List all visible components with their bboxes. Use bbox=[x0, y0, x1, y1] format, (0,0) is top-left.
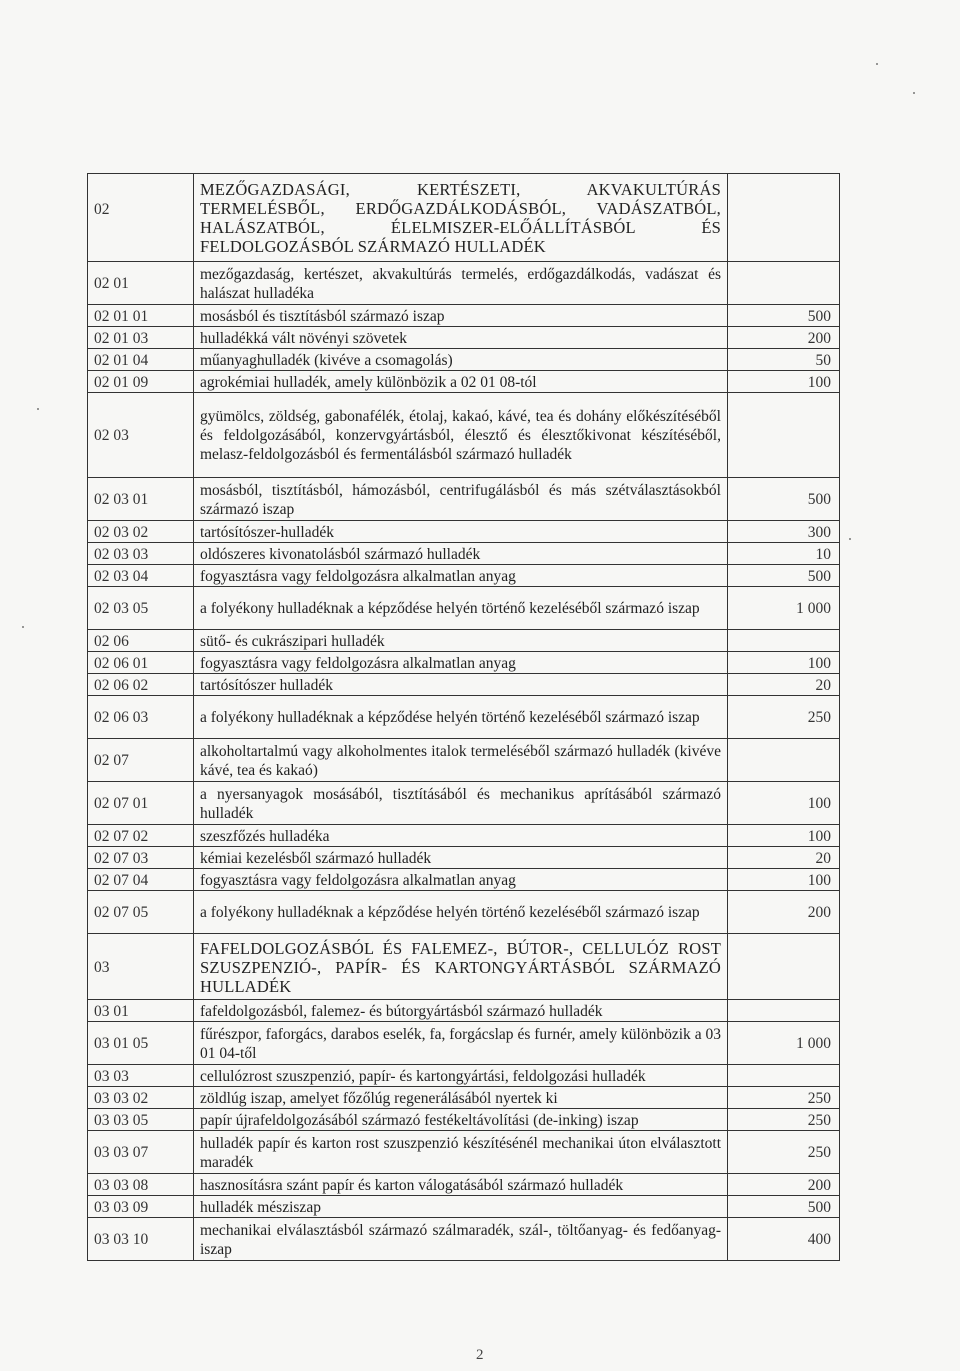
table-row bbox=[88, 1000, 840, 1022]
quantity-cell: 200 bbox=[728, 327, 840, 349]
waste-description-cell: a nyersanyagok mosásából, tisztításából és mechanikus aprításából származó hulladék bbox=[194, 782, 728, 825]
scan-speck bbox=[876, 63, 878, 65]
waste-code-cell: 02 07 04 bbox=[88, 869, 194, 891]
table-row bbox=[88, 305, 840, 327]
table-row bbox=[88, 1087, 840, 1109]
quantity-cell: 1 000 bbox=[728, 1022, 840, 1065]
table-row bbox=[88, 1218, 840, 1261]
quantity-cell: 100 bbox=[728, 652, 840, 674]
waste-code-cell: 02 03 01 bbox=[88, 478, 194, 521]
waste-description-cell: hulladék papír és karton rost szuszpenzió készítésénél mechanikai úton elválasztott maradék bbox=[194, 1131, 728, 1174]
waste-code-cell: 02 07 03 bbox=[88, 847, 194, 869]
waste-description-cell: FAFELDOLGOZÁSBÓL ÉS FALEMEZ-, BÚTOR-, CELLULÓZ ROST SZUSZPENZIÓ-, PAPÍR- ÉS KARTONGYÁRTÁSBÓL SZÁRMAZÓ HULLADÉK bbox=[194, 934, 728, 1000]
quantity-cell: 1 000 bbox=[728, 587, 840, 630]
table-row bbox=[88, 1022, 840, 1065]
scan-speck bbox=[849, 538, 851, 540]
waste-code-cell: 02 01 01 bbox=[88, 305, 194, 327]
quantity-cell: 250 bbox=[728, 1131, 840, 1174]
quantity-cell: 500 bbox=[728, 305, 840, 327]
table-row bbox=[88, 825, 840, 847]
table-row bbox=[88, 891, 840, 934]
waste-code-cell: 02 bbox=[88, 174, 194, 262]
quantity-cell: 400 bbox=[728, 1218, 840, 1261]
waste-description-cell: fogyasztásra vagy feldolgozásra alkalmatlan anyag bbox=[194, 869, 728, 891]
quantity-cell: 10 bbox=[728, 543, 840, 565]
table-row bbox=[88, 543, 840, 565]
waste-code-cell: 02 07 02 bbox=[88, 825, 194, 847]
quantity-cell: 250 bbox=[728, 1109, 840, 1131]
table-row bbox=[88, 262, 840, 305]
quantity-cell: 50 bbox=[728, 349, 840, 371]
table-row bbox=[88, 349, 840, 371]
waste-code-cell: 02 03 bbox=[88, 393, 194, 478]
quantity-cell bbox=[728, 739, 840, 782]
waste-code-cell: 03 01 05 bbox=[88, 1022, 194, 1065]
table-row bbox=[88, 934, 840, 1000]
table-row bbox=[88, 869, 840, 891]
waste-code-cell: 02 03 04 bbox=[88, 565, 194, 587]
waste-description-cell: fűrészpor, faforgács, darabos eselék, fa, forgácslap és furnér, amely különbözik a 03 01 04-től bbox=[194, 1022, 728, 1065]
waste-code-cell: 02 06 03 bbox=[88, 696, 194, 739]
scan-speck bbox=[22, 626, 24, 628]
waste-code-cell: 03 03 10 bbox=[88, 1218, 194, 1261]
waste-code-cell: 03 03 05 bbox=[88, 1109, 194, 1131]
quantity-cell bbox=[728, 393, 840, 478]
table-row bbox=[88, 327, 840, 349]
quantity-cell: 250 bbox=[728, 1087, 840, 1109]
quantity-cell bbox=[728, 1000, 840, 1022]
table-row bbox=[88, 782, 840, 825]
table-row bbox=[88, 1174, 840, 1196]
table-row bbox=[88, 393, 840, 478]
table-row bbox=[88, 739, 840, 782]
waste-description-cell: mosásból és tisztításból származó iszap bbox=[194, 305, 728, 327]
waste-code-cell: 02 03 05 bbox=[88, 587, 194, 630]
quantity-cell bbox=[728, 174, 840, 262]
waste-description-cell: hulladékká vált növényi szövetek bbox=[194, 327, 728, 349]
waste-description-cell: gyümölcs, zöldség, gabonafélék, étolaj, kakaó, kávé, tea és dohány előkészítéséből és feldolgozásából, konzervgyártásból, élesztő és élesztőkivonat készítéséből, melasz-feldolgozásból és fermentálásból származó hulladék bbox=[194, 393, 728, 478]
waste-description-cell: alkoholtartalmú vagy alkoholmentes italok termeléséből származó hulladék (kivéve kávé, tea és kakaó) bbox=[194, 739, 728, 782]
table-row bbox=[88, 565, 840, 587]
waste-code-cell: 03 01 bbox=[88, 1000, 194, 1022]
waste-code-cell: 02 01 04 bbox=[88, 349, 194, 371]
table-row bbox=[88, 371, 840, 393]
waste-code-cell: 02 06 bbox=[88, 630, 194, 652]
waste-description-cell: MEZŐGAZDASÁGI, KERTÉSZETI, AKVAKULTÚRÁS TERMELÉSBŐL, ERDŐGAZDÁLKODÁSBÓL, VADÁSZATBÓL, HALÁSZATBÓL, ÉLELMISZER-ELŐÁLLÍTÁSBÓL ÉS FELDOLGOZÁSBÓL SZÁRMAZÓ HULLADÉK bbox=[194, 174, 728, 262]
waste-code-cell: 02 01 03 bbox=[88, 327, 194, 349]
quantity-cell: 200 bbox=[728, 891, 840, 934]
quantity-cell: 100 bbox=[728, 825, 840, 847]
waste-description-cell: tartósítószer hulladék bbox=[194, 674, 728, 696]
waste-description-cell: fafeldolgozásból, falemez- és bútorgyártásból származó hulladék bbox=[194, 1000, 728, 1022]
waste-description-cell: hasznosításra szánt papír és karton válogatásából származó hulladék bbox=[194, 1174, 728, 1196]
waste-code-cell: 02 01 bbox=[88, 262, 194, 305]
quantity-cell: 500 bbox=[728, 478, 840, 521]
waste-description-cell: mezőgazdaság, kertészet, akvakultúrás termelés, erdőgazdálkodás, vadászat és halászat hulladéka bbox=[194, 262, 728, 305]
table-row bbox=[88, 630, 840, 652]
waste-code-cell: 02 07 05 bbox=[88, 891, 194, 934]
quantity-cell: 100 bbox=[728, 782, 840, 825]
table-row bbox=[88, 1109, 840, 1131]
waste-description-cell: zöldlúg iszap, amelyet főzőlúg regenerálásából nyertek ki bbox=[194, 1087, 728, 1109]
quantity-cell bbox=[728, 934, 840, 1000]
table-row bbox=[88, 174, 840, 262]
waste-code-cell: 03 03 02 bbox=[88, 1087, 194, 1109]
quantity-cell: 250 bbox=[728, 696, 840, 739]
quantity-cell: 20 bbox=[728, 847, 840, 869]
waste-description-cell: mosásból, tisztításból, hámozásból, centrifugálásból és más szétválasztásokból származó iszap bbox=[194, 478, 728, 521]
quantity-cell: 100 bbox=[728, 371, 840, 393]
waste-description-cell: fogyasztásra vagy feldolgozásra alkalmatlan anyag bbox=[194, 652, 728, 674]
table-row bbox=[88, 478, 840, 521]
table-body bbox=[88, 174, 840, 1261]
table-row bbox=[88, 1065, 840, 1087]
waste-code-cell: 02 03 03 bbox=[88, 543, 194, 565]
quantity-cell: 20 bbox=[728, 674, 840, 696]
quantity-cell: 500 bbox=[728, 565, 840, 587]
quantity-cell: 100 bbox=[728, 869, 840, 891]
scan-speck bbox=[913, 92, 915, 94]
table-row bbox=[88, 521, 840, 543]
quantity-cell: 300 bbox=[728, 521, 840, 543]
waste-description-cell: papír újrafeldolgozásából származó festékeltávolítási (de-inking) iszap bbox=[194, 1109, 728, 1131]
waste-code-table bbox=[87, 173, 840, 1261]
waste-code-cell: 03 bbox=[88, 934, 194, 1000]
waste-description-cell: fogyasztásra vagy feldolgozásra alkalmatlan anyag bbox=[194, 565, 728, 587]
waste-code-cell: 02 03 02 bbox=[88, 521, 194, 543]
waste-description-cell: kémiai kezelésből származó hulladék bbox=[194, 847, 728, 869]
quantity-cell bbox=[728, 262, 840, 305]
waste-code-cell: 03 03 09 bbox=[88, 1196, 194, 1218]
waste-code-cell: 03 03 bbox=[88, 1065, 194, 1087]
waste-description-cell: a folyékony hulladéknak a képződése helyén történő kezeléséből származó iszap bbox=[194, 696, 728, 739]
quantity-cell bbox=[728, 1065, 840, 1087]
quantity-cell bbox=[728, 630, 840, 652]
waste-description-cell: szeszfőzés hulladéka bbox=[194, 825, 728, 847]
quantity-cell: 500 bbox=[728, 1196, 840, 1218]
waste-code-cell: 02 07 bbox=[88, 739, 194, 782]
waste-description-cell: mechanikai elválasztásból származó szálmaradék, szál-, töltőanyag- és fedőanyag-iszap bbox=[194, 1218, 728, 1261]
waste-code-cell: 02 07 01 bbox=[88, 782, 194, 825]
scan-speck bbox=[37, 408, 39, 410]
waste-description-cell: agrokémiai hulladék, amely különbözik a 02 01 08-tól bbox=[194, 371, 728, 393]
waste-description-cell: a folyékony hulladéknak a képződése helyén történő kezeléséből származó iszap bbox=[194, 891, 728, 934]
table-row bbox=[88, 652, 840, 674]
table-row bbox=[88, 847, 840, 869]
waste-description-cell: oldószeres kivonatolásból származó hulladék bbox=[194, 543, 728, 565]
waste-description-cell: tartósítószer-hulladék bbox=[194, 521, 728, 543]
table-row bbox=[88, 587, 840, 630]
waste-description-cell: hulladék mésziszap bbox=[194, 1196, 728, 1218]
table-row bbox=[88, 696, 840, 739]
waste-code-cell: 02 01 09 bbox=[88, 371, 194, 393]
waste-description-cell: sütő- és cukrászipari hulladék bbox=[194, 630, 728, 652]
waste-code-cell: 03 03 08 bbox=[88, 1174, 194, 1196]
waste-description-cell: a folyékony hulladéknak a képződése helyén történő kezeléséből származó iszap bbox=[194, 587, 728, 630]
waste-description-cell: cellulózrost szuszpenzió, papír- és kartongyártási, feldolgozási hulladék bbox=[194, 1065, 728, 1087]
table-row bbox=[88, 674, 840, 696]
waste-code-cell: 02 06 02 bbox=[88, 674, 194, 696]
waste-description-cell: műanyaghulladék (kivéve a csomagolás) bbox=[194, 349, 728, 371]
waste-code-cell: 02 06 01 bbox=[88, 652, 194, 674]
quantity-cell: 200 bbox=[728, 1174, 840, 1196]
table-row bbox=[88, 1131, 840, 1174]
page-number: 2 bbox=[476, 1347, 484, 1363]
waste-code-cell: 03 03 07 bbox=[88, 1131, 194, 1174]
table-row bbox=[88, 1196, 840, 1218]
